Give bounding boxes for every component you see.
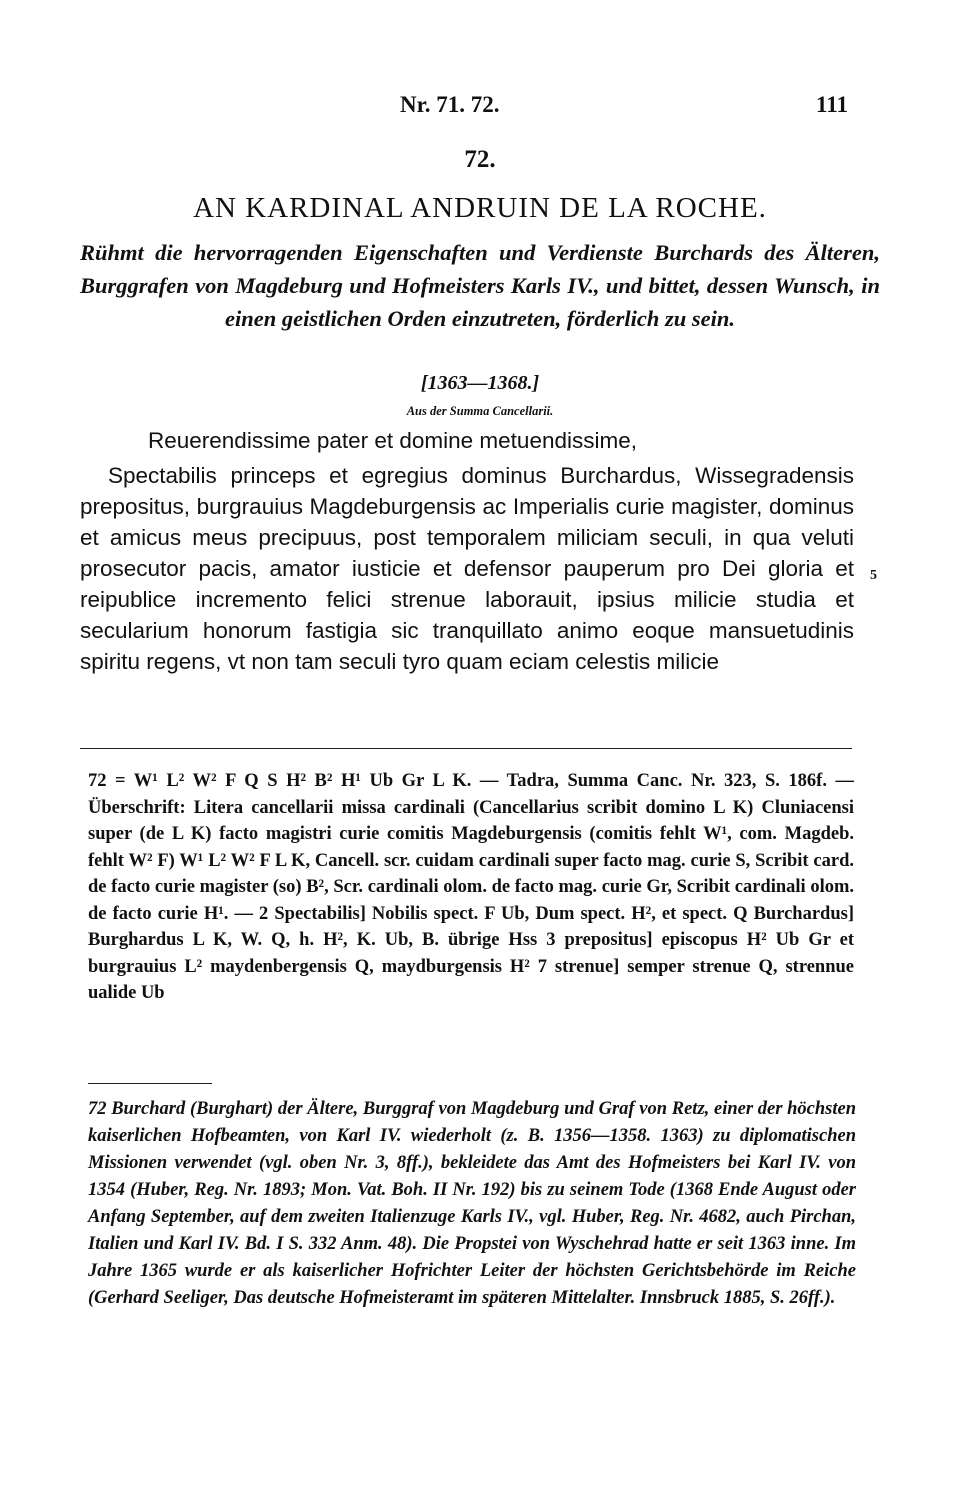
commentary-footnote: 72 Burchard (Burghart) der Ältere, Burggraf von Magdeburg und Graf von Retz, einer der höchsten kaiserlichen Hofbeamten, von Karl IV. wiederholt (z. B. 1356—1358. 1363) zu diplomatischen Missionen verwendet (vgl. oben Nr. 3, 8ff.), bekleidete das Amt des Hofmeisters bei Karl IV. von 1354 (Huber, Reg. Nr. 1893; Mon. Vat. Boh. II Nr. 192) bis zu seinem Tode (1368 Ende August oder Anfang September, auf dem zweiten Italienzuge Karls IV., vgl. Huber, Reg. Nr. 4682, auch Pirchan, Italien und Karl IV. Bd. I S. 332 Anm. 48). Die Propstei von Wyschehrad hatte er seit 1363 inne. Im Jahre 1365 wurde er als kaiserlicher Hofrichter Leiter der höchsten Gerichtsbehörde im Reiche (Gerhard Seeliger, Das deutsche Hofmeisteramt im späteren Mittelalter. Innsbruck 1885, S. 26ff.). [88,1099,856,1308]
apparatus-divider [80,748,852,749]
commentary-divider [88,1083,212,1084]
critical-apparatus: 72 = W¹ L² W² F Q S H² B² H¹ Ub Gr L K. — Tadra, Summa Canc. Nr. 323, S. 186f. — Überschrift: Litera cancellarii missa cardinali (Cancellarius scribit domino L K) Cluniacensi super (de L K) facto magistri curie comitis Magdeburgensis (comitis fehlt W¹, com. Magdeb. fehlt W² F) W¹ L² W² F L K, Cancell. scr. cuidam cardinali super facto mag. curie S, Scribit card. de facto curie magister (so) B², Scr. cardinali olom. de facto mag. curie Gr, Scribit cardinali olom. de facto curie H¹. — 2 Spectabilis] Nobilis spect. F Ub, Dum spect. H², et spect. Q Burchardus] Burghardus L K, W. Q, h. H², K. Ub, B. übrige Hss 3 prepositus] episcopus H² Ub Gr et burgrauius L² maydenbergensis Q, maydburgensis H² 7 strenue] semper strenue Q, strennue ualide Ub [88,771,854,1003]
line-number-marker: 5 [870,568,877,583]
main-text [80,425,854,677]
page-number: 111 [816,92,848,117]
running-header [400,92,848,118]
document-date: [1363—1368.] [420,372,540,394]
letter-body: Spectabilis princeps et egregius dominus Burchardus, Wissegradensis prepositus, burgrauius Magdeburgensis ac Imperialis curie magister, dominus et amicus meus precipuus, post temporalem miliciam seculi, in qua veluti prosecutor pacis, amator iusticie et defensor pauperum pro Dei gloria et reipublice incremento felici strenue laborauit, ipsius milicie studia et secularium honorum fastigia sic tranquillato animo eoque mansuetudinis spiritu regens, vt non tam seculi tyro quam eciam celestis milicie [80,463,854,674]
document-number: 72. [464,146,496,173]
running-head: Nr. 71. 72. [400,92,500,117]
document-title: AN KARDINAL ANDRUIN DE LA ROCHE. [193,192,767,224]
salutation: Reuerendissime pater et domine metuendissime, [148,428,637,453]
document-source: Aus der Summa Cancellarii. [406,404,554,418]
regest-summary: Rühmt die hervorragenden Eigenschaften und Verdienste Burchards des Älteren, Burggrafen von Magdeburg und Hofmeisters Karls IV., und bittet, dessen Wunsch, in einen geistlichen Orden einzutreten, förderlich zu sein. [80,240,880,331]
